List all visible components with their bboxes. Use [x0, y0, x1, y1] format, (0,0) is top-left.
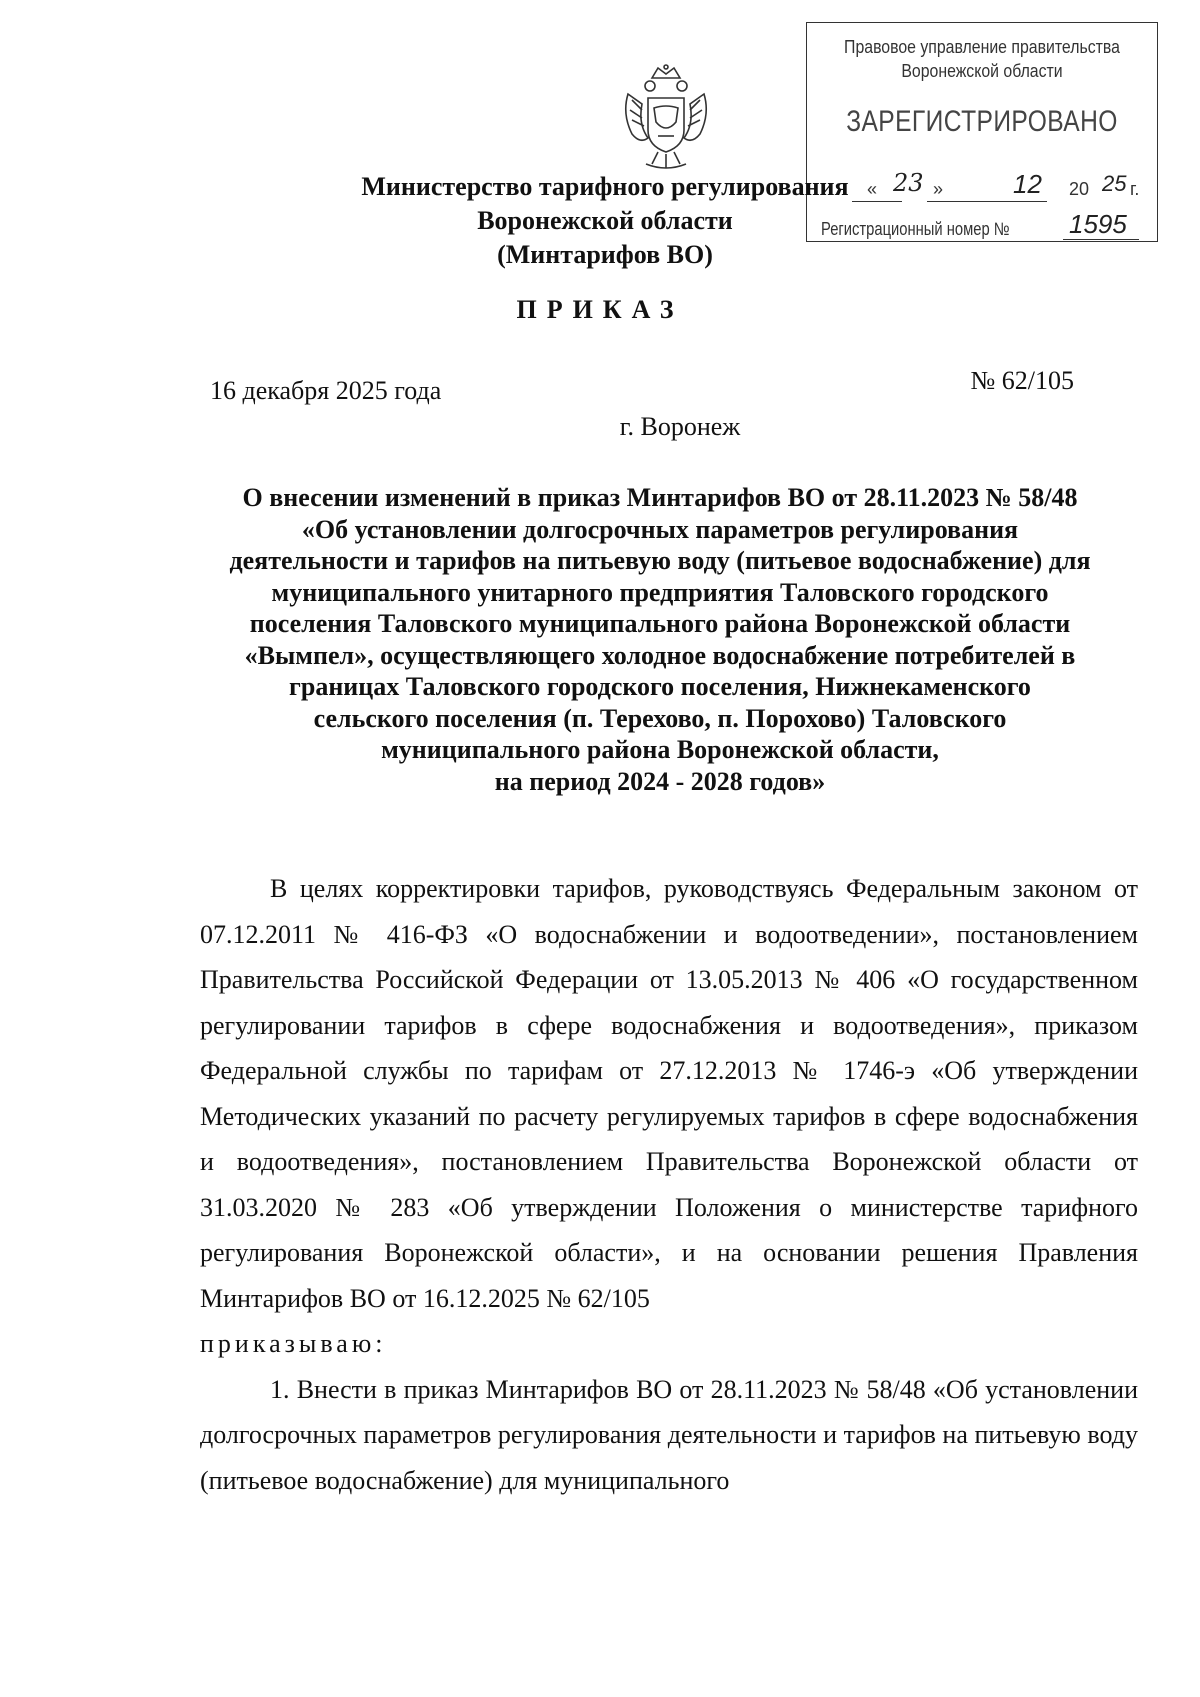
- ministry-name-line2: Воронежской области: [477, 206, 733, 235]
- subject-line: границах Таловского городского поселения, Нижнекаменского: [289, 672, 1031, 701]
- subject-line: «Вымпел», осуществляющего холодное водоснабжение потребителей в: [244, 640, 1076, 670]
- body-paragraph-item1: 1. Внести в приказ Минтарифов ВО от 28.11.2023 № 58/48 «Об установлении долгосрочных параметров регулирования деятельности и тарифов на питьевую воду (питьевое водоснабжение) для муниципального: [200, 1374, 1138, 1495]
- stamp-reg-number: 1595: [1069, 209, 1127, 239]
- subject-line: «Об установлении долгосрочных параметров регулирования: [301, 514, 1019, 544]
- body-paragraph-preamble: В целях корректировки тарифов, руководствуясь Федеральным законом от 07.12.2011 № 416-ФЗ «О водоснабжении и водоотведении», постановлением Правительства Российской Федерации от 13.05.2013 № 406 «О государственном регулировании тарифов в сфере водоснабжения и водоотведения», приказом Федеральной службы по тарифам от 27.12.2013 № 1746-э «Об утверждении Методических указаний по расчету регулируемых тарифов в сфере водоснабжения и водоотведения», постановлением Правительства Воронежской области от 31.03.2020 № 283 «Об утверждении Положения о министерстве тарифного регулирования Воронежской области», и на основании решения Правления Минтарифов ВО от 16.12.2025 № 62/105: [200, 874, 1138, 1313]
- stamp-day: 23: [893, 169, 924, 197]
- stamp-month-underline: [927, 201, 1047, 202]
- subject-line: муниципального унитарного предприятия Таловского городского: [271, 577, 1049, 607]
- stamp-year-printed: 20: [1069, 179, 1090, 199]
- document-city: г. Воронеж: [619, 412, 741, 441]
- stamp-org-line2: Воронежской области: [901, 61, 1063, 81]
- document-type-title: ПРИКАЗ: [516, 295, 684, 324]
- subject-line: деятельности и тарифов на питьевую воду (питьевое водоснабжение) для: [229, 546, 1091, 575]
- stamp-year-handwritten: 25: [1102, 171, 1127, 196]
- subject-line: на период 2024 - 2028 годов»: [494, 766, 826, 796]
- stamp-quote-open: «: [867, 179, 878, 199]
- document-number: № 62/105: [970, 366, 1074, 395]
- ministry-header: [300, 170, 910, 272]
- stamp-month: 12: [1013, 169, 1042, 199]
- subject-line: сельского поселения (п. Терехово, п. Порохово) Таловского: [313, 703, 1007, 733]
- subject-line: муниципального района Воронежской области,: [381, 735, 939, 764]
- ministry-name-line1: Министерство тарифного регулирования: [361, 172, 849, 201]
- document-date: 16 декабря 2025 года: [210, 376, 442, 405]
- stamp-registered-label: ЗАРЕГИСТРИРОВАНО: [846, 105, 1118, 138]
- stamp-year-suffix: г.: [1130, 179, 1140, 199]
- stamp-org-line1: Правовое управление правительства: [844, 37, 1120, 57]
- subject-line: О внесении изменений в приказ Минтарифов ВО от 28.11.2023 № 58/48: [242, 483, 1078, 512]
- stamp-quote-close: »: [933, 179, 944, 199]
- coat-of-arms-emblem: [618, 64, 714, 172]
- order-word: приказываю:: [200, 1329, 387, 1358]
- stamp-reg-underline: [1063, 239, 1139, 240]
- document-subject: [180, 482, 1140, 797]
- document-body: [200, 866, 1138, 1503]
- ministry-name-line3: (Минтарифов ВО): [497, 240, 713, 269]
- stamp-reg-label: Регистрационный номер №: [821, 219, 1010, 239]
- subject-line: поселения Таловского муниципального района Воронежской области: [249, 609, 1071, 638]
